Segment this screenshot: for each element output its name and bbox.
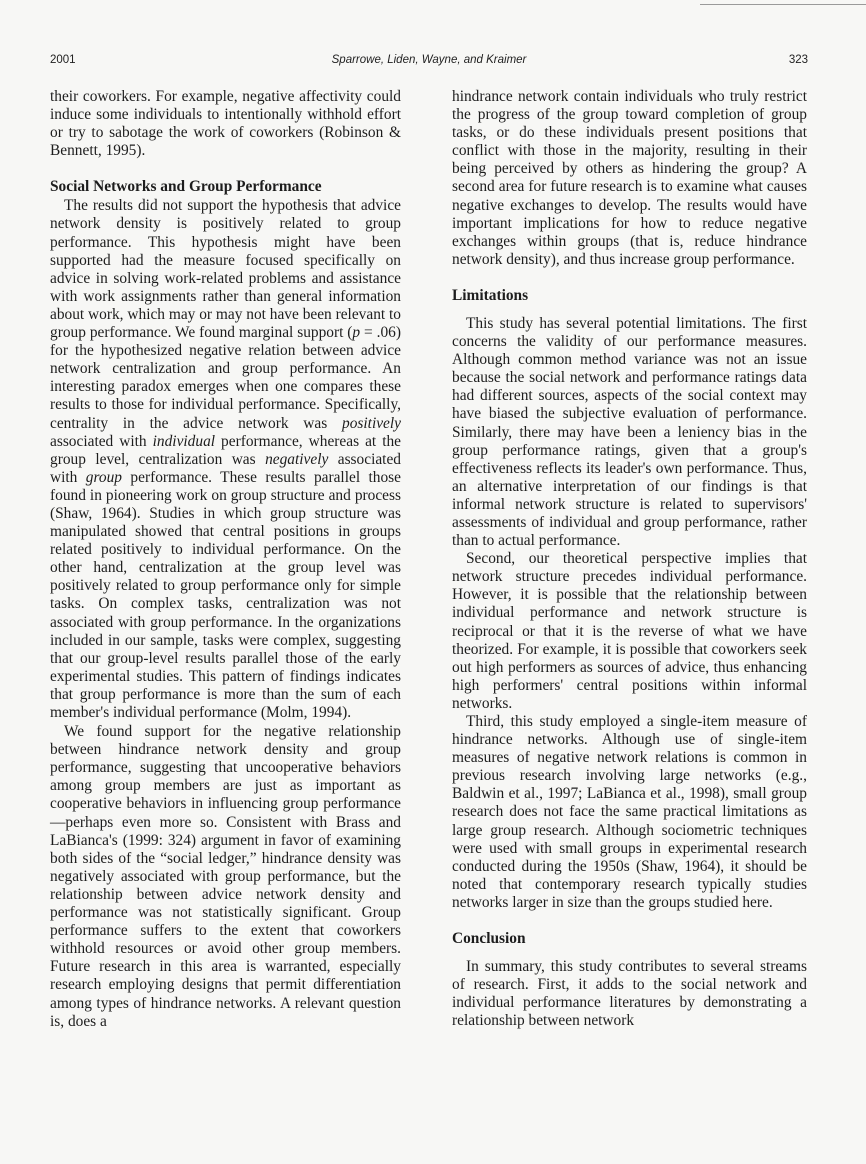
right-paragraph-2: This study has several potential limitations. The first concerns the validity of our performance measures. Although common method variance was not an issue because the social network and performance ratings data had different sources, aspects of the social context may have biased the subjective evaluation of performance. Similarly, there may have been a leniency bias in the group performance ratings, given that a group's effectiveness reflects its leader's own performance. Thus, an alternative interpretation of our findings is that informal network structure is related to supervisors' assessments of individual and group performance, rather than to actual performance.	[452, 314, 807, 550]
section-heading-social-networks: Social Networks and Group Performance	[50, 178, 322, 196]
scan-edge-line	[700, 4, 866, 5]
header-year: 2001	[50, 54, 76, 66]
header-page-number: 323	[788, 54, 808, 66]
right-paragraph-5: In summary, this study contributes to several streams of research. First, it adds to the social network and individual performance literatures by demonstrating a relationship between network	[452, 958, 807, 1030]
header-authors: Sparrowe, Liden, Wayne, and Kraimer	[331, 54, 527, 66]
section-heading-conclusion: Conclusion	[452, 930, 526, 948]
left-paragraph-1: their coworkers. For example, negative affectivity could induce some individuals to intentionally withhold effort or try to sabotage the work of coworkers (Robinson & Bennett, 1995).	[50, 88, 401, 160]
left-paragraph-3: We found support for the negative relationship between hindrance network density and group performance, suggesting that uncooperative behaviors among group members are just as important as cooperative behaviors in influencing group performance—perhaps even more so. Consistent with Brass and LaBianca's (1999: 324) argument in favor of examining both sides of the “social ledger,” hindrance density was negatively associated with group performance, but the relationship between advice network density and performance was not statistically significant. Group performance suffers to the extent that coworkers withhold resources or avoid other group members. Future research in this area is warranted, especially research employing designs that permit differentiation among types of hindrance networks. A relevant question is, does a	[50, 723, 401, 1030]
right-paragraph-4: Third, this study employed a single-item measure of hindrance networks. Although use of single-item measures of negative network relations is common in previous research involving large networks (e.g., Baldwin et al., 1997; LaBianca et al., 1998), small group research does not face the same practical limitations as large group research. Although sociometric techniques were used with small groups in experimental research conducted during the 1950s (Shaw, 1964), it should be noted that contemporary research typically studies networks larger in size than the groups studied here.	[452, 713, 807, 911]
section-heading-limitations: Limitations	[452, 286, 529, 304]
left-paragraph-2: The results did not support the hypothesis that advice network density is positively related to group performance. This hypothesis might have been supported had the measure focused specifically on advice in solving work-related problems and assistance with work assignments rather than general information about work, which may or may not have been relevant to group performance. We found marginal support (p = .06) for the hypothesized negative relation between advice network centralization and group performance. An interesting paradox emerges when one compares these results to those for individual performance. Specifically, centrality in the advice network was positively associated with individual performance, whereas at the group level, centralization was negatively associated with group performance. These results parallel those found in pioneering work on group structure and process (Shaw, 1964). Studies in which group structure was manipulated showed that central positions in groups related positively to individual performance. On the other hand, centralization at the group level was positively related to group performance only for simple tasks. On complex tasks, centralization was not associated with group performance. In the organizations included in our sample, tasks were complex, suggesting that our group-level results parallel those of the early experimental studies. This pattern of findings indicates that group performance is more than the sum of each member's individual performance (Molm, 1994).	[50, 197, 402, 721]
left-column	[50, 88, 401, 1031]
right-paragraph-3: Second, our theoretical perspective implies that network structure precedes individual performance. However, it is possible that the relationship between individual performance and network structure is reciprocal or that it is the reverse of what we have theorized. For example, it is possible that coworkers seek out high performers as sources of advice, thus enhancing high performers' central positions within informal networks.	[452, 550, 807, 712]
right-paragraph-1: hindrance network contain individuals who truly restrict the progress of the group toward completion of group tasks, or do these individuals present positions that conflict with those in the majority, resulting in their being perceived by others as hindering the group? A second area for future research is to examine what causes negative exchanges to develop. The results would have important implications for how to reduce negative exchanges within groups (that is, reduce hindrance network density), and thus increase group performance.	[452, 88, 807, 268]
right-column	[452, 88, 807, 1030]
running-header	[50, 54, 808, 72]
